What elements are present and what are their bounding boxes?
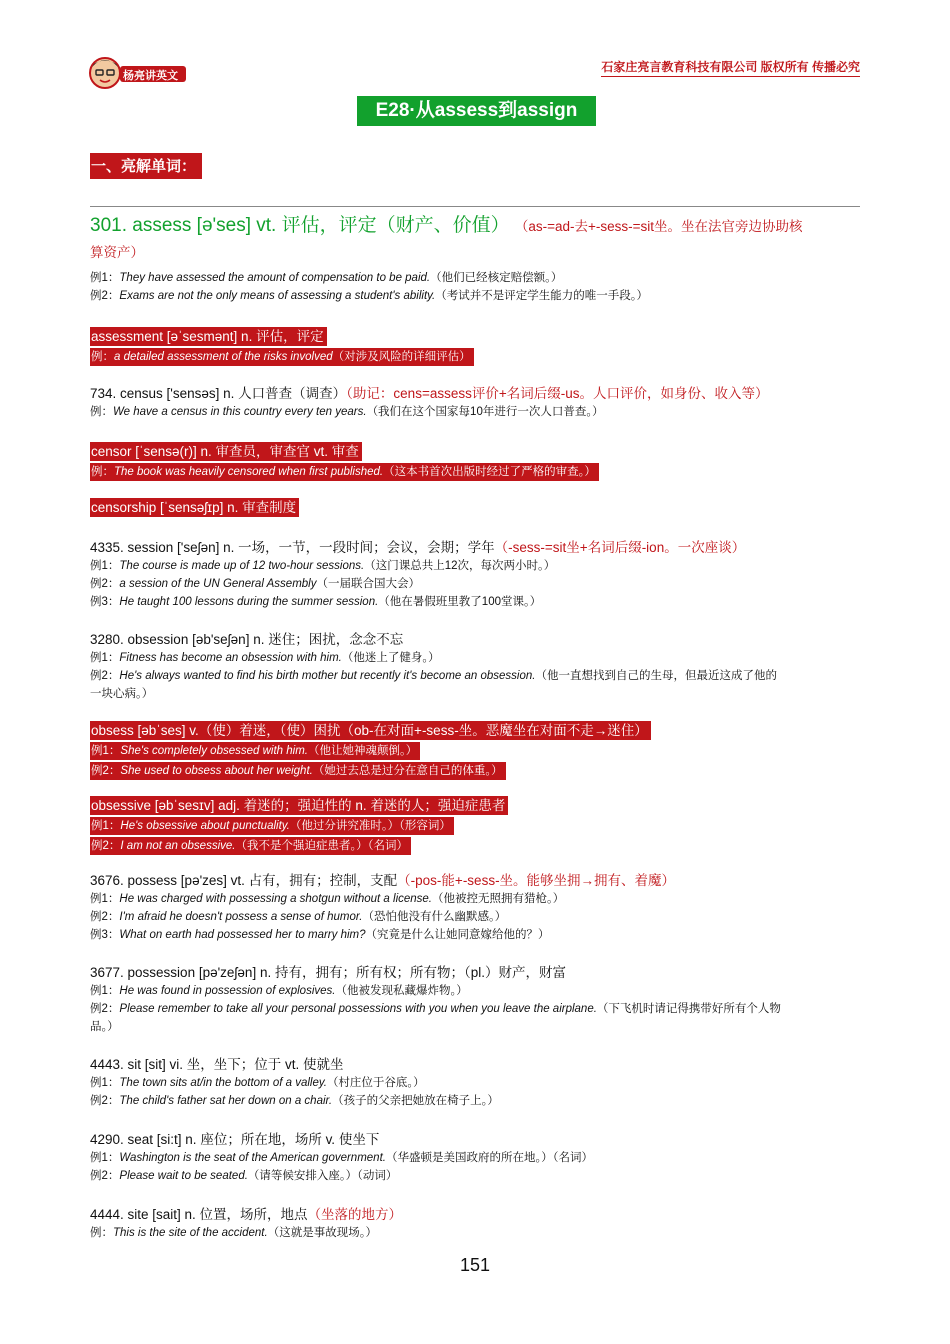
example-sentence: 例2：a session of the UN General Assembly（一届联合国大会）	[90, 578, 420, 590]
example-sentence: 例1：He was charged with possessing a shotgun without a license.（他被控无照拥有猎枪。）	[90, 893, 565, 905]
page-title: E28·从assess到assign	[357, 96, 596, 126]
example-sentence: 例1：Fitness has become an obsession with him.（他迷上了健身。）	[90, 652, 440, 664]
example-sentence: 例：a detailed assessment of the risks involved（对涉及风险的详细评估）	[90, 348, 474, 366]
entry-headword-line	[90, 211, 860, 241]
example-sentence: 例：The book was heavily censored when first published.（这本书首次出版时经过了严格的审查。）	[90, 463, 599, 481]
entry-headword-line: 4335. session ['seʃən] n. 一场，一节，一段时间；会议，会期；学年（-sess-=sit坐+名词后缀-ion。一次座谈）	[90, 540, 746, 555]
example-sentence: 例：This is the site of the accident.（这就是事故现场。）	[90, 1227, 377, 1239]
example-sentence: 例2：He's always wanted to find his birth mother but recently it's become an obsession.（他一直想找到自己的生母，但最近这成了他的	[90, 670, 777, 682]
section-heading: 一、亮解单词：	[90, 153, 202, 179]
entry-headword: 4443. sit [sit] vi. 坐，坐下；位于 vt. 使就坐	[90, 1057, 344, 1072]
entry-headword-line: 3676. possess [pə'zes] vt. 占有，拥有；控制，支配（-pos-能+-sess-坐。能够坐拥→拥有、着魔）	[90, 873, 676, 888]
entry-headword: censorship [ˈsensəʃɪp] n. 审查制度	[90, 498, 299, 517]
brand-logo	[88, 55, 188, 91]
example-sentence: 例2：Please wait to be seated.（请等候安排入座。）（动词）	[90, 1170, 398, 1182]
example-sentence: 例1：The town sits at/in the bottom of a valley.（村庄位于谷底。）	[90, 1077, 425, 1089]
entry-possess	[90, 871, 860, 944]
entry-site	[90, 1205, 860, 1242]
entry-seat	[90, 1130, 860, 1185]
entry-headword-line: 4444. site [sait] n. 位置，场所，地点（坐落的地方）	[90, 1207, 403, 1222]
example-sentence-cont: 一块心病。）	[90, 688, 154, 700]
entry-obsess	[90, 721, 860, 780]
entry-headword: 301. assess [ə'ses] vt. 评估，评定（财产、价值）	[90, 215, 510, 236]
entry-headword-line: 734. census ['sensəs] n. 人口普查（调查）（助记：cens=assess评价+名词后缀-us。人口评价，如身份、收入等）	[90, 386, 769, 401]
page-number: 151	[459, 1255, 491, 1275]
example-sentence: 例3：He taught 100 lessons during the summer session.（他在暑假班里教了100堂课。）	[90, 596, 542, 608]
entry-headword: obsess [əbˈses] v.（使）着迷，（使）困扰（ob-在对面+-sess-坐。恶魔坐在对面不走→迷住）	[90, 721, 651, 740]
entry-censor	[90, 442, 860, 481]
example-sentence: 例3：What on earth had possessed her to marry him?（究竟是什么让她同意嫁给他的？）	[90, 929, 550, 941]
entry-sit	[90, 1055, 860, 1110]
example-sentence: 例1：He was found in possession of explosives.（他被发现私藏爆炸物。）	[90, 985, 468, 997]
example-sentence: 例2：The child's father sat her down on a chair.（孩子的父亲把她放在椅子上。）	[90, 1095, 499, 1107]
example-sentence: 例1：Washington is the seat of the American government.（华盛顿是美国政府的所在地。）（名词）	[90, 1152, 593, 1164]
entry-obsessive	[90, 796, 860, 855]
logo-text: 杨亮讲英文	[123, 70, 178, 82]
example-sentence: 例2：Exams are not the only means of assessing a student's ability.（考试并不是评定学生能力的唯一手段。）	[90, 290, 648, 302]
entry-session	[90, 538, 860, 611]
entry-assess	[90, 211, 860, 305]
entry-headword: 3280. obsession [əb'seʃən] n. 迷住；困扰，念念不忘	[90, 632, 404, 647]
example-sentence: 例1：The course is made up of 12 two-hour sessions.（这门课总共上12次，每次两小时。）	[90, 560, 556, 572]
entry-headword: assessment [əˈsesmənt] n. 评估，评定	[90, 327, 327, 346]
example-sentence: 例：We have a census in this country every ten years.（我们在这个国家每10年进行一次人口普查。）	[90, 406, 604, 418]
divider	[90, 206, 860, 207]
entry-obsession	[90, 630, 860, 703]
example-sentence: 例2：She used to obsess about her weight.（她过去总是过分在意自己的体重。）	[90, 762, 506, 780]
entry-headword: 4290. seat [si:t] n. 座位；所在地，场所 v. 使坐下	[90, 1132, 380, 1147]
entry-mnemonic-cont: 算资产）	[90, 245, 144, 260]
entry-mnemonic: （as-=ad-去+-sess-=sit坐。坐在法官旁边协助核	[514, 219, 803, 234]
example-sentence: 例1：He's obsessive about punctuality.（他过分讲究准时。）（形容词）	[90, 817, 454, 835]
example-sentence: 例2：I'm afraid he doesn't possess a sense of humor.（恐怕他没有什么幽默感。）	[90, 911, 507, 923]
example-sentence: 例2：Please remember to take all your personal possessions with you when you leave the airplane.（下飞机时请记得携带好所有个人物	[90, 1003, 781, 1015]
example-sentence-cont: 品。）	[90, 1021, 119, 1033]
entry-possession	[90, 963, 860, 1036]
entry-headword: censor [ˈsensə(r)] n. 审查员，审查官 vt. 审查	[90, 442, 362, 461]
copyright-notice: 石家庄亮言教育科技有限公司 版权所有 传播必究	[601, 58, 860, 77]
example-sentence: 例1：She's completely obsessed with him.（他让她神魂颠倒。）	[90, 742, 420, 760]
entry-assessment	[90, 327, 860, 366]
entry-censorship	[90, 498, 860, 517]
example-sentence: 例1：They have assessed the amount of compensation to be paid.（他们已经核定赔偿额。）	[90, 272, 563, 284]
example-sentence: 例2：I am not an obsessive.（我不是个强迫症患者。）（名词）	[90, 837, 411, 855]
entry-headword: 3677. possession [pə'zeʃən] n. 持有，拥有；所有权；所有物；（pl.）财产，财富	[90, 965, 566, 980]
entry-headword: obsessive [əbˈsesɪv] adj. 着迷的；强迫性的 n. 着迷的人；强迫症患者	[90, 796, 508, 815]
entry-census	[90, 384, 860, 421]
